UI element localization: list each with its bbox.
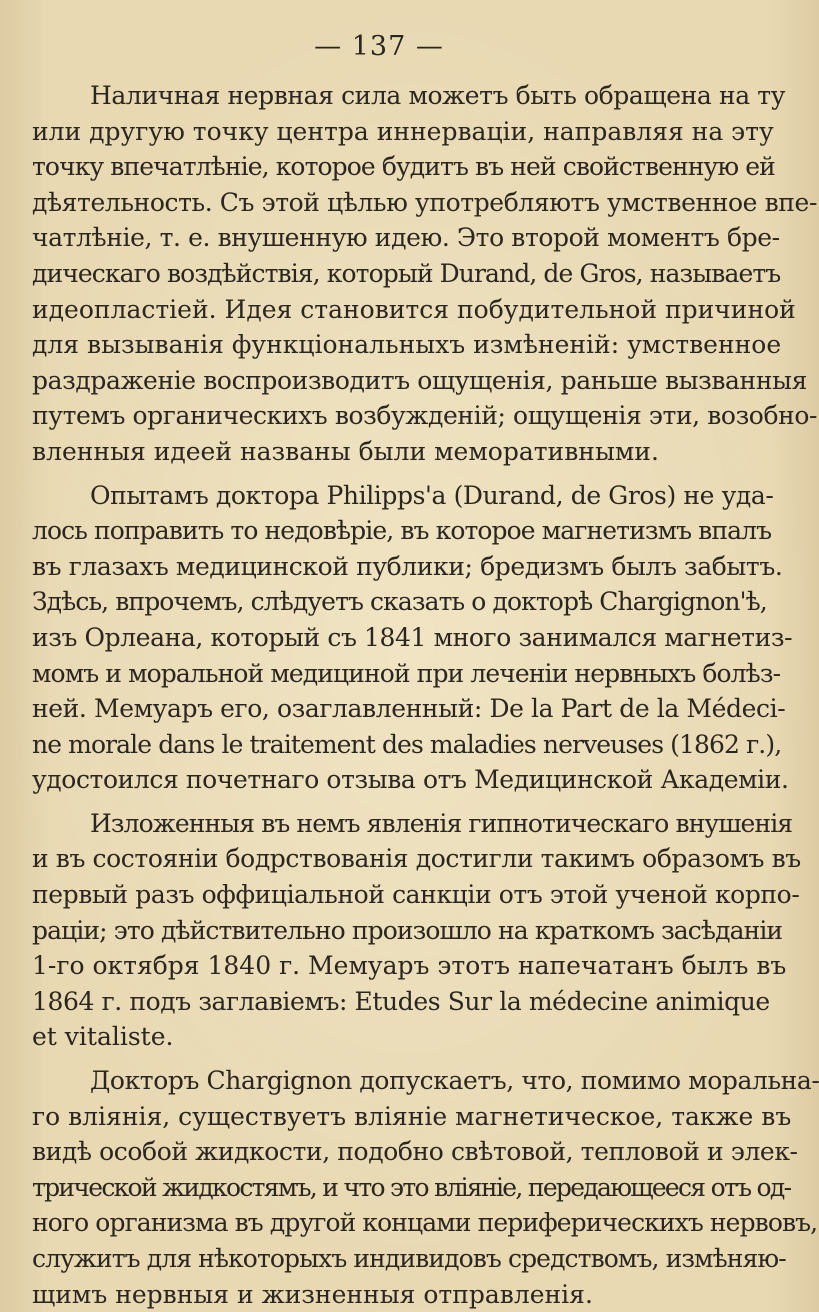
text-line: го вліянія, существуетъ вліяніе магнетическое, также въ xyxy=(32,1101,792,1131)
text-line: изъ Орлеана, который съ 1841 много занимался магнетиз- xyxy=(32,622,793,652)
text-line: ней. Мемуаръ его, озаглавленный: De la Part de la Médeci- xyxy=(32,694,786,724)
text-line: вленныя идеей названы были меморативными. xyxy=(32,436,659,466)
text-line: раціи; это дѣйствительно произошло на краткомъ засѣданіи xyxy=(32,915,783,945)
text-line: удостоился почетнаго отзыва отъ Медицинской Академіи. xyxy=(32,765,789,795)
text-line: идеопластіей. Идея становится побудительной причиной xyxy=(32,294,796,324)
text-line: щимъ нервныя и жизненныя отправленія. xyxy=(32,1279,593,1309)
paragraph xyxy=(32,78,818,470)
paragraph xyxy=(32,806,801,1055)
text-line: трической жидкостямъ, и что это вліяніе, передающееся отъ од- xyxy=(32,1172,791,1202)
text-line: лось поправить то недовѣріе, въ которое магнетизмъ впалъ xyxy=(32,516,772,546)
paragraph xyxy=(32,478,793,798)
text-line: дѣятельность. Съ этой цѣлью употребляютъ умственное впе- xyxy=(32,187,817,217)
text-line: Наличная нервная сила можетъ быть обращена на ту xyxy=(90,81,786,110)
text-line: et vitaliste. xyxy=(32,1022,174,1052)
text-line: Здѣсь, впрочемъ, слѣдуетъ сказать о докторѣ Chargignon'ѣ, xyxy=(32,587,767,617)
text-line: ного организма въ другой концами периферическихъ нервовъ, xyxy=(32,1208,818,1238)
text-line: Изложенныя въ немъ явленія гипнотическаго внушенія xyxy=(90,808,793,838)
text-line: 1864 г. подъ заглавіемъ: Etudes Sur la médecine animique xyxy=(32,986,770,1016)
text-line: чатлѣніе, т. е. внушенную идею. Это второй моментъ бре- xyxy=(32,223,780,253)
text-line: первый разъ оффиціальной санкціи отъ этой ученой корпо- xyxy=(32,880,800,910)
text-line: момъ и моральной медициной при леченіи нервныхъ болѣз- xyxy=(32,658,781,688)
text-line: для вызыванія функціональныхъ измѣненій: умственное xyxy=(32,330,782,360)
text-line: 1-го октября 1840 г. Мемуаръ этотъ напечатанъ былъ въ xyxy=(32,951,787,981)
text-line: въ глазахъ медицинской публики; бредизмъ былъ забытъ. xyxy=(32,551,783,581)
text-line: точку впечатлѣніе, которое будитъ въ ней свойственную ей xyxy=(32,152,775,182)
text-line: раздраженіе воспроизводитъ ощущенія, раньше вызванныя xyxy=(32,365,807,395)
text-line: путемъ органическихъ возбужденій; ощущенія эти, возобно- xyxy=(32,401,818,431)
text-line: видѣ особой жидкости, подобно свѣтовой, тепловой и элек- xyxy=(32,1137,798,1167)
page-number: — 137 — xyxy=(314,31,444,62)
text-line: Докторъ Chargignon допускаетъ, что, помимо моральна- xyxy=(90,1066,819,1096)
text-line: ne morale dans le traitement des maladies nerveuses (1862 г.), xyxy=(32,729,782,759)
text-line: служитъ для нѣкоторыхъ индивидовъ средствомъ, измѣняю- xyxy=(32,1244,786,1273)
text-line: дическаго воздѣйствія, который Durand, de Gros, называетъ xyxy=(32,258,781,288)
text-line: или другую точку центра иннерваціи, направляя на эту xyxy=(32,116,774,146)
text-line: Опытамъ доктора Philipps'a (Durand, de Gros) не уда- xyxy=(90,480,774,510)
text-line: и въ состояніи бодрствованія достигли такимъ образомъ въ xyxy=(32,844,801,874)
paragraph xyxy=(32,1063,819,1312)
